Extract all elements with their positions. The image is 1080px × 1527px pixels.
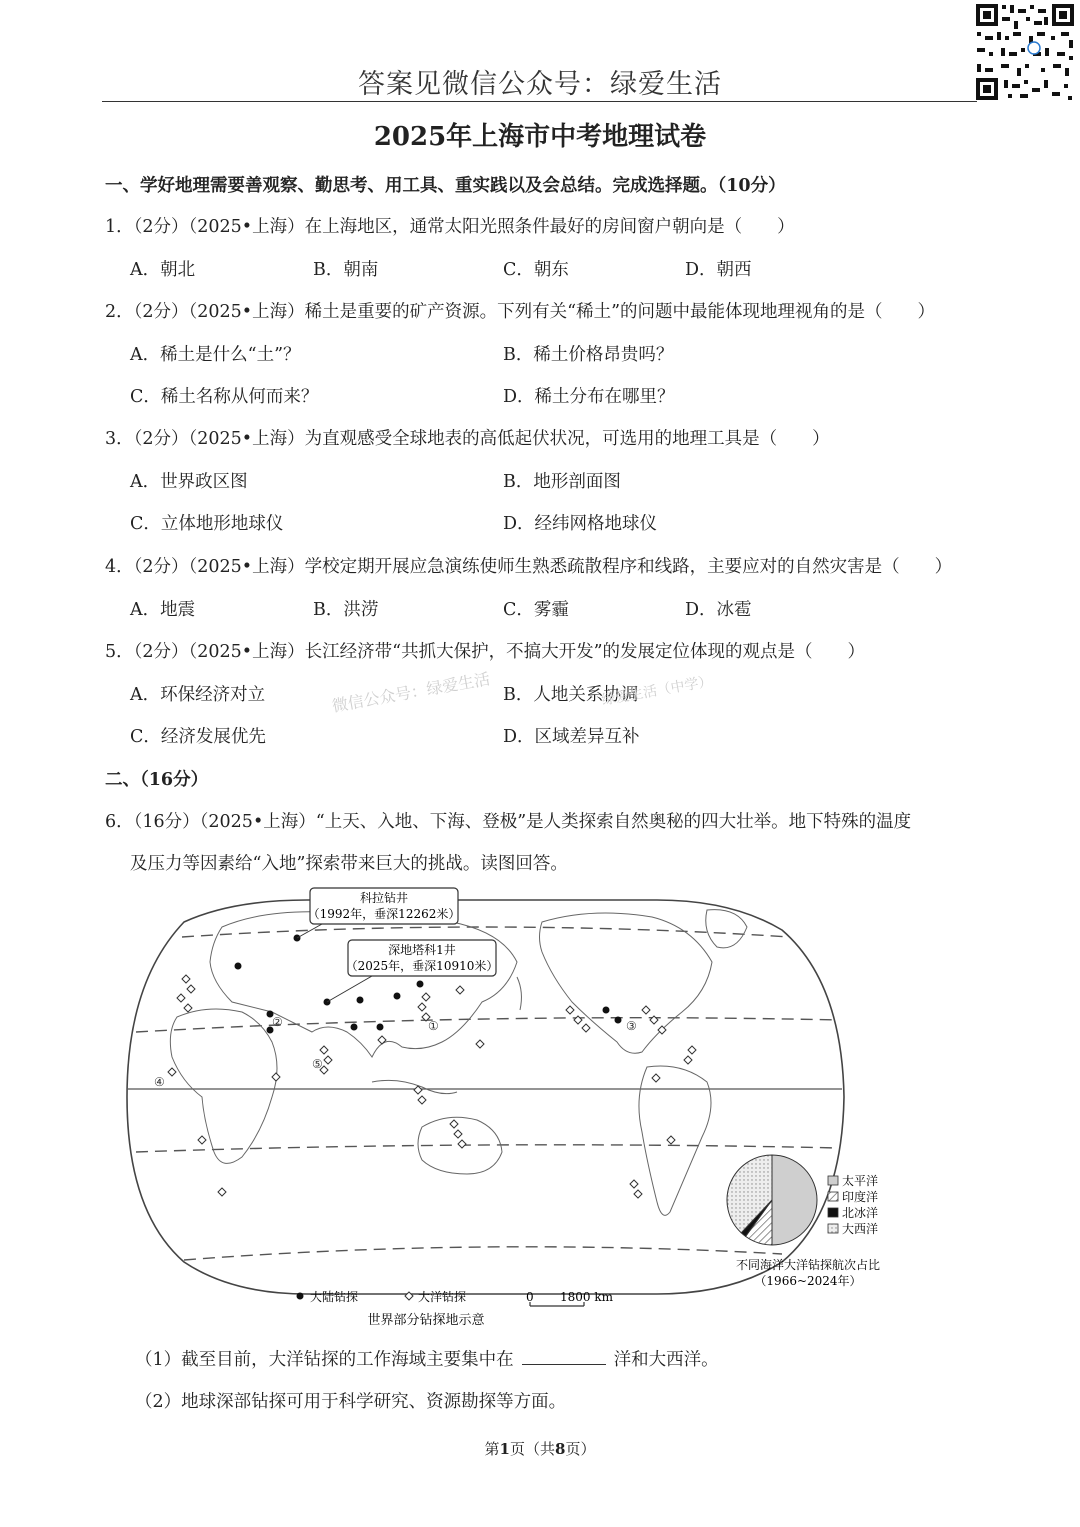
- q4-option-b: B．洪涝: [313, 600, 379, 620]
- question-2-stem: 2．（2分）（2025•上海）稀土是重要的矿产资源。下列有关“稀土”的问题中最能体现地理视角的是（ ）: [105, 302, 936, 322]
- pie-legend-atlantic: 大西洋: [842, 1222, 879, 1236]
- watermark-text: 微信公众号：绿爱生活: [330, 669, 492, 716]
- page-title: 2025年上海市中考地理试卷: [373, 122, 707, 152]
- q3-option-d: D．经纬网格地球仪: [503, 514, 658, 534]
- legend-ocean-label: 大洋钻探: [418, 1290, 467, 1304]
- question-6-stem-line2: 及压力等因素给“入地”探索带来巨大的挑战。读图回答。: [130, 854, 568, 874]
- ocean-drilling-pie-chart: [727, 1155, 817, 1245]
- q6-sub2: （2）地球深部钻探可用于科学研究、资源勘探等方面。: [135, 1392, 567, 1412]
- callout-shendi-title: 深地塔科1井: [388, 943, 456, 957]
- question-1-stem: 1．（2分）（2025•上海）在上海地区，通常太阳光照条件最好的房间窗户朝向是（ ）: [105, 217, 795, 237]
- callout-kola-detail: （1992年，垂深12262米）: [307, 907, 461, 921]
- q5-option-d: D．区域差异互补: [503, 727, 640, 747]
- marker-3: ③: [626, 1019, 637, 1033]
- marker-1: ①: [428, 1019, 439, 1033]
- page-footer: [0, 1438, 1080, 1459]
- scale-km: 1800 km: [560, 1290, 614, 1304]
- pie-legend-swatch-atlantic: [828, 1224, 838, 1233]
- section1-heading: 一、学好地理需要善观察、勤思考、用工具、重实践以及会总结。完成选择题。（10分）: [105, 176, 786, 196]
- map-caption: 世界部分钻探地示意: [367, 1313, 485, 1328]
- q2-option-d: D．稀土分布在哪里？: [503, 387, 675, 407]
- footer-page-number: 1: [499, 1440, 510, 1458]
- q1-option-a: A．朝北: [130, 260, 196, 280]
- pie-legend-swatch-pacific: [828, 1176, 838, 1185]
- q3-option-a: A．世界政区图: [130, 472, 248, 492]
- q2-option-b: B．稀土价格昂贵吗？: [503, 345, 674, 365]
- pie-legend-swatch-indian: [828, 1192, 838, 1201]
- question-3-stem: 3．（2分）（2025•上海）为直观感受全球地表的高低起伏状况，可选用的地理工具是（ ）: [105, 429, 830, 449]
- map-legend: [297, 1289, 614, 1328]
- q4-option-c: C．雾霾: [503, 600, 569, 620]
- question-5-stem: 5．（2分）（2025•上海）长江经济带“共抓大保护，不搞大开发”的发展定位体现的观点是（ ）: [105, 642, 866, 662]
- q1-option-d: D．朝西: [685, 260, 752, 280]
- header-rule: [102, 101, 977, 102]
- pie-legend: [828, 1173, 878, 1236]
- pie-legend-pacific: 太平洋: [842, 1174, 879, 1188]
- q5-option-a: A．环保经济对立: [130, 685, 266, 705]
- pie-legend-arctic: 北冰洋: [842, 1206, 879, 1220]
- pie-legend-swatch-arctic: [828, 1208, 838, 1217]
- legend-land-label: 大陆钻探: [310, 1290, 359, 1304]
- pie-title: 不同海洋大洋钻探航次占比: [735, 1258, 881, 1272]
- q1-option-c: C．朝东: [503, 260, 569, 280]
- world-drilling-map-figure: [122, 882, 912, 1328]
- q4-option-d: D．冰雹: [685, 600, 752, 620]
- footer-prefix: 第: [484, 1440, 500, 1458]
- q6-sub1-answer-blank[interactable]: [522, 1350, 606, 1365]
- footer-suffix: 页）: [565, 1440, 596, 1458]
- question-6-stem-line1: 6．（16分）（2025•上海）“上天、入地、下海、登极”是人类探索自然奥秘的四大壮举。地下特殊的温度: [105, 812, 912, 832]
- marker-2: ②: [272, 1015, 283, 1029]
- callout-shendi-detail: （2025年，垂深10910米）: [345, 959, 499, 973]
- marker-4: ④: [154, 1075, 165, 1089]
- header-text: 答案见微信公众号：绿爱生活: [358, 69, 722, 100]
- q4-option-a: A．地震: [130, 600, 196, 620]
- q5-option-b: B．人地关系协调: [503, 685, 639, 705]
- scale-zero: 0: [526, 1290, 534, 1304]
- callout-kola-title: 科拉钻井: [359, 891, 409, 905]
- watermark-text-2: 绿爱生活（中学）: [600, 673, 714, 709]
- q6-sub1: [135, 1346, 719, 1371]
- q5-option-c: C．经济发展优先: [130, 727, 266, 747]
- question-4-stem: 4．（2分）（2025•上海）学校定期开展应急演练使师生熟悉疏散程序和线路，主要应对的自然灾害是（ ）: [105, 557, 953, 577]
- q1-option-b: B．朝南: [313, 260, 379, 280]
- q6-sub1-text-before: （1）截至目前，大洋钻探的工作海域主要集中在: [135, 1350, 514, 1370]
- q2-option-c: C．稀土名称从何而来？: [130, 387, 319, 407]
- pie-legend-indian: 印度洋: [842, 1190, 879, 1204]
- pie-subtitle: （1966~2024年）: [754, 1274, 862, 1288]
- marker-5: ⑤: [312, 1057, 323, 1071]
- q3-option-b: B．地形剖面图: [503, 472, 621, 492]
- footer-total-pages: 8: [555, 1440, 566, 1458]
- q2-option-a: A．稀土是什么“土”？: [130, 345, 301, 365]
- section2-heading: 二、（16分）: [105, 770, 209, 790]
- q6-sub1-text-after: 洋和大西洋。: [613, 1350, 719, 1370]
- q3-option-c: C．立体地形地球仪: [130, 514, 284, 534]
- footer-middle: 页（共: [509, 1440, 555, 1458]
